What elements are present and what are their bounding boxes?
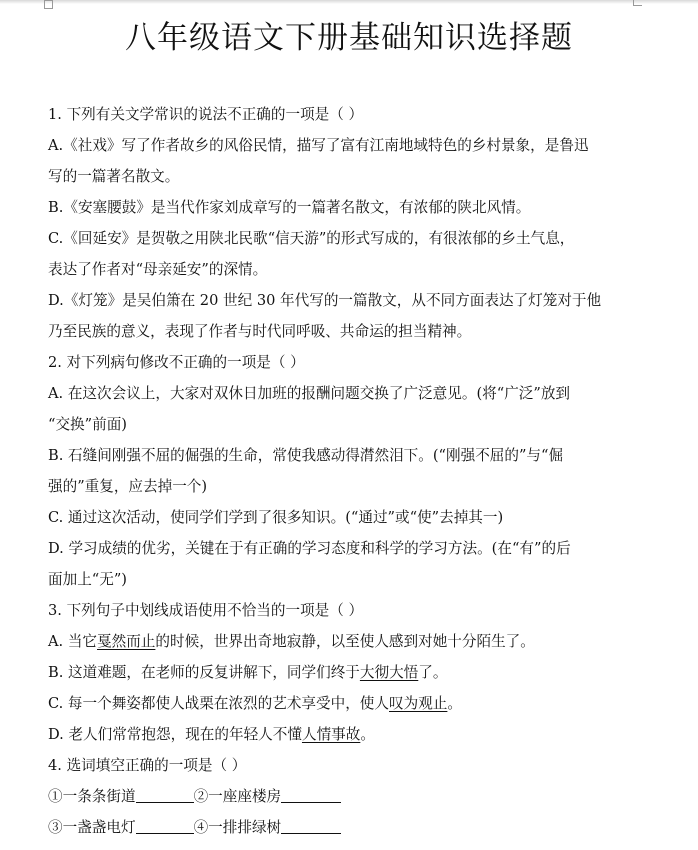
question-2-option-d-cont: 面加上“无”)	[48, 571, 127, 588]
question-2-option-a: A. 在这次会议上，大家对双休日加班的报酬问题交换了广泛意见。(将“广泛”放到	[48, 385, 571, 402]
underlined-idiom: 戛然而止	[97, 633, 156, 650]
question-2-option-d: D. 学习成绩的优劣，关键在于有正确的学习态度和科学的学习方法。(在“有”的后	[48, 540, 571, 557]
question-3-stem: 3. 下列句子中划线成语使用不恰当的一项是（ ）	[48, 602, 364, 619]
question-1-option-a-cont: 写的一篇著名散文。	[48, 168, 180, 185]
question-1-option-c: C.《回延安》是贺敬之用陕北民歌“信天游”的形式写成的，有很浓郁的乡土气息，	[48, 230, 575, 247]
option-text: 的时候，世界出奇地寂静，以至使人感到对她十分陌生了。	[155, 633, 535, 650]
question-1-option-c-cont: 表达了作者对“母亲延安”的深情。	[48, 261, 268, 278]
fill-blank	[281, 786, 341, 803]
question-3-option-c	[48, 688, 648, 719]
fill-blank	[136, 786, 194, 803]
option-text: D. 老人们常常抱怨，现在的年轻人不懂	[48, 726, 302, 743]
question-1-option-b: B.《安塞腰鼓》是当代作家刘成章写的一篇著名散文，有浓郁的陕北风情。	[48, 199, 531, 216]
option-text: B. 这道难题，在老师的反复讲解下，同学们终于	[48, 664, 360, 681]
question-1-stem: 1. 下列有关文学常识的说法不正确的一项是（ ）	[48, 106, 364, 123]
question-4-stem: 4. 选词填空正确的一项是（ ）	[48, 757, 247, 774]
question-2-option-a-cont: “交换”前面)	[48, 416, 127, 433]
document-title: 八年级语文下册基础知识选择题	[125, 20, 573, 56]
question-4-blank-row-1	[48, 781, 648, 812]
blank-prompt: ①一条条街道	[48, 788, 136, 805]
question-3-option-b	[48, 657, 648, 688]
question-3-option-d	[48, 719, 648, 750]
option-text: 。	[360, 726, 375, 743]
blank-prompt: ②一座座楼房	[193, 788, 282, 805]
fill-blank	[281, 817, 341, 834]
option-text: 了。	[418, 664, 448, 681]
underlined-idiom: 大彻大悟	[359, 664, 419, 681]
page-top-edge	[0, 0, 698, 4]
question-2-option-b: B. 石缝间刚强不屈的倔强的生命，常使我感动得潸然泪下。(“刚强不屈的”与“倔	[48, 447, 564, 464]
corner-crop-mark-left	[44, 0, 53, 9]
question-1-option-d: D.《灯笼》是吴伯箫在 20 世纪 30 年代写的一篇散文，从不同方面表达了灯笼对于他	[48, 292, 602, 309]
corner-crop-mark-right	[633, 0, 642, 6]
question-3-option-a	[48, 626, 648, 657]
question-1-option-a: A.《社戏》写了作者故乡的风俗民情，描写了富有江南地域特色的乡村景象，是鲁迅	[48, 137, 589, 154]
blank-prompt: ③一盏盏电灯	[48, 819, 136, 836]
question-4-blank-row-2	[48, 812, 648, 843]
option-text: C. 每一个舞姿都使人战栗在浓烈的艺术享受中，使人	[48, 695, 389, 712]
question-1-option-d-cont: 乃至民族的意义，表现了作者与时代同呼吸、共命运的担当精神。	[48, 323, 472, 340]
underlined-idiom: 叹为观止	[389, 695, 448, 712]
question-2-option-c: C. 通过这次活动，使同学们学到了很多知识。(“通过”或“使”去掉其一)	[48, 509, 504, 526]
fill-blank	[136, 817, 194, 834]
underlined-idiom: 人情事故	[301, 726, 361, 743]
blank-prompt: ④一排排绿树	[193, 819, 282, 836]
question-2-option-b-cont: 强的”重复，应去掉一个)	[48, 478, 208, 495]
document-body	[48, 99, 648, 843]
question-2-stem: 2. 对下列病句修改不正确的一项是（ ）	[48, 354, 305, 371]
option-text: 。	[447, 695, 462, 712]
option-text: A. 当它	[48, 633, 98, 650]
